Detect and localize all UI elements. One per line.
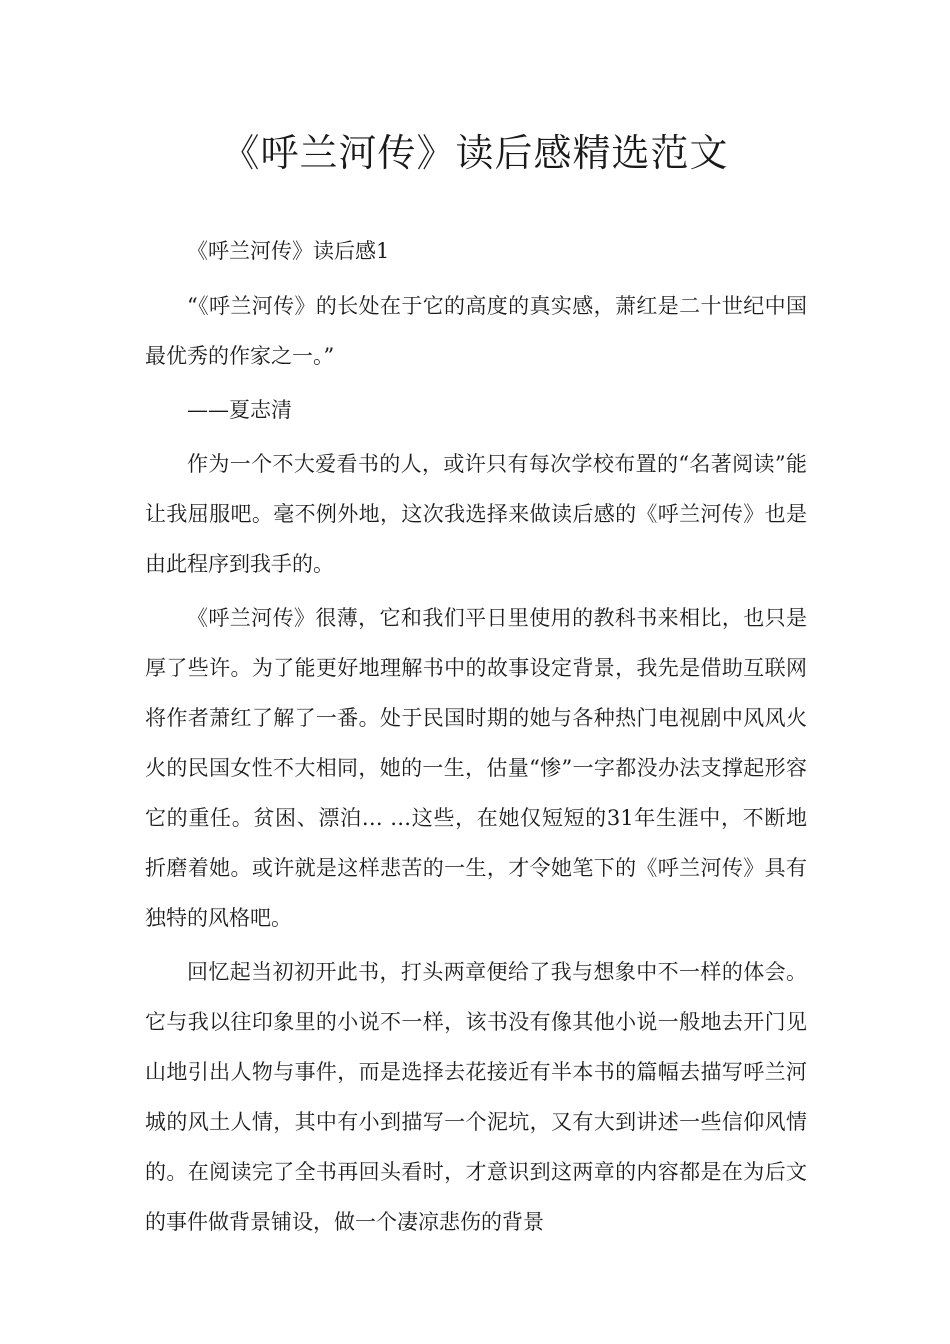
document-title: 《呼兰河传》读后感精选范文 (221, 131, 729, 175)
epigraph-quote: “《呼兰河传》的长处在于它的高度的真实感，萧红是二十世纪中国最优秀的作家之一。” (145, 294, 807, 368)
quote-attribution: ——夏志清 (187, 398, 292, 422)
paragraph: 回忆起当初初开此书，打头两章便给了我与想象中不一样的体会。它与我以往印象里的小说不一样，该书没有像其他小说一般地去开门见山地引出人物与事件，而是选择去花接近有半本书的篇幅去描写呼兰河城的风土人情，其中有小到描写一个泥坑，又有大到讲述一些信仰风情的。在阅读完了全书再回头看时，才意识到这两章的内容都是在为后文的事件做背景铺设，做一个凄凉悲伤的背景 (145, 960, 807, 1234)
section-subheading: 《呼兰河传》读后感1 (187, 239, 390, 263)
document-body (145, 226, 807, 1251)
paragraph: 作为一个不大爱看书的人，或许只有每次学校布置的“名著阅读”能让我屈服吧。毫不例外地，这次我选择来做读后感的《呼兰河传》也是由此程序到我手的。 (145, 452, 807, 576)
paragraph: 《呼兰河传》很薄，它和我们平日里使用的教科书来相比，也只是厚了些许。为了能更好地理解书中的故事设定背景，我先是借助互联网将作者萧红了解了一番。处于民国时期的她与各种热门电视剧中风风火火的民国女性不大相同，她的一生，估量“惨”一字都没办法支撑起形容它的重任。贫困、漂泊… …这些，在她仅短短的31年生涯中，不断地折磨着她。或许就是这样悲苦的一生，才令她笔下的《呼兰河传》具有独特的风格吧。 (145, 606, 807, 930)
